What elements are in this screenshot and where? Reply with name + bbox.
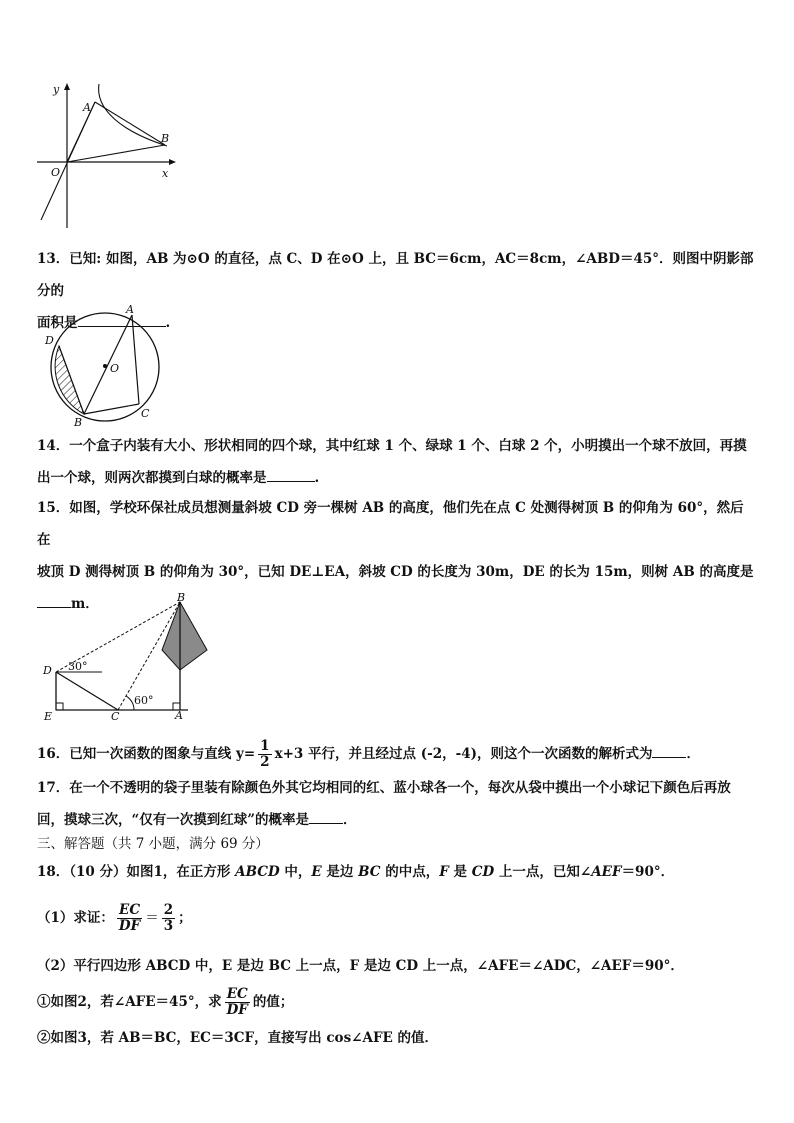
label-d: D	[45, 334, 54, 347]
q18-part1-eq: ＝	[145, 910, 159, 926]
q17-line1: 17．在一个不透明的袋子里装有除颜色外其它均相同的红、蓝小球各一个，每次从袋中摸出一个小球记下颜色后再放	[37, 780, 731, 796]
angle-c-label: 60°	[134, 694, 154, 707]
angle-d-label: 30°	[68, 660, 88, 673]
q18-e: E	[311, 864, 322, 880]
angle-arc-c	[126, 696, 134, 710]
q18-part1-frac-right	[162, 903, 175, 934]
label-c: C	[111, 710, 120, 723]
line-ob	[67, 145, 165, 162]
q16-fraction	[258, 739, 271, 770]
section-3-heading: 三、解答题（共 7 小题，满分 69 分）	[37, 836, 269, 852]
q14-line2	[37, 462, 757, 494]
q18-text: 18．（10 分）如图1，在正方形	[37, 864, 236, 880]
q18-text: 的中点，	[380, 864, 440, 880]
question-16	[37, 737, 757, 771]
right-angle-e	[56, 703, 63, 710]
q18-cd: CD	[471, 864, 495, 880]
q13-prompt: 面积是	[37, 315, 78, 331]
q16-frac-num: 1	[260, 738, 270, 754]
x-axis-arrow	[169, 159, 176, 165]
label-b: B	[177, 592, 186, 604]
label-a: A	[126, 303, 134, 316]
q18-text: ＝90°．	[621, 864, 675, 880]
question-18	[37, 856, 757, 888]
line-through-origin	[41, 102, 95, 220]
q18-abcd: ABCD	[235, 864, 280, 880]
q15-line2: 坡顶 D 测得树顶 B 的仰角为 30°，已知 DE⊥EA，斜坡 CD 的长度为 30m，DE 的长为 15m，则树 AB 的高度是	[37, 564, 754, 580]
q18-part1-label: （1）求证：	[37, 910, 114, 926]
circle-figure	[38, 300, 166, 428]
q18-text: 上一点，已知∠	[494, 864, 592, 880]
q17-prompt: 回，摸球三次，“仅有一次摸到红球”的概率是	[37, 812, 310, 828]
frac-den: DF	[226, 1002, 248, 1018]
q14-line1: 14．一个盒子内装有大小、形状相同的四个球，其中红球 1 个、绿球 1 个、白球 2 个，小明摸出一个球不放回，再摸	[37, 438, 747, 454]
chord-ac	[132, 315, 139, 404]
origin-label: O	[51, 166, 61, 179]
q16-answer-blank	[652, 743, 686, 758]
diameter-ab	[84, 315, 132, 414]
q18-bc: BC	[358, 864, 381, 880]
q18-part2a-text: ①如图2，若∠AFE＝45°，求	[37, 994, 222, 1010]
q18-part2a-end: 的值；	[252, 994, 294, 1010]
q17-end: ．	[343, 812, 357, 828]
point-a-label: A	[83, 101, 91, 114]
graph-figure	[33, 80, 183, 232]
hyperbola-curve	[99, 84, 170, 146]
q18-part2: （2）平行四边形 ABCD 中，E 是边 BC 上一点，F 是边 CD 上一点，∠AFE＝∠ADC，∠AEF＝90°．	[37, 958, 684, 974]
q18-part1-end: ；	[178, 910, 192, 926]
q18-text: 是	[448, 864, 472, 880]
label-o: O	[110, 362, 120, 375]
q18-part1	[37, 898, 757, 938]
frac-num: EC	[117, 903, 142, 919]
tree-crown	[162, 602, 207, 670]
q18-part1-frac-left	[117, 903, 142, 934]
q18-f: F	[439, 864, 449, 880]
label-c: C	[141, 407, 150, 420]
center-point	[103, 364, 107, 368]
q18-part2a-frac	[225, 987, 250, 1018]
q15-unit: m．	[71, 596, 99, 612]
line-ab	[95, 102, 165, 145]
x-label: x	[162, 167, 169, 180]
chord-bc	[84, 404, 139, 414]
point-b-label: B	[161, 132, 170, 145]
frac-den: 3	[163, 918, 174, 934]
q18-aef: AEF	[591, 864, 622, 880]
q18-text: 是边	[321, 864, 359, 880]
q18-part2a	[37, 982, 757, 1022]
label-d: D	[43, 664, 52, 677]
q14-answer-blank	[267, 467, 315, 482]
label-e: E	[44, 710, 53, 723]
y-axis-arrow	[64, 83, 70, 90]
q16-end: ．	[686, 746, 700, 762]
q16-pre: 16．已知一次函数的图象与直线 y=	[37, 746, 256, 762]
frac-den: DF	[118, 918, 141, 934]
q13-line1: 13．已知: 如图，AB 为⊙O 的直径，点 C、D 在⊙O 上，且 BC＝6cm，AC＝8cm，∠ABD＝45°．则图中阴影部分的	[37, 251, 754, 299]
q16-frac-den: 2	[260, 754, 270, 770]
q14-prompt: 出一个球，则两次都摸到白球的概率是	[37, 470, 267, 486]
q14-end: .	[314, 470, 320, 486]
question-14	[37, 430, 757, 494]
label-b: B	[74, 416, 83, 428]
q18-line1	[37, 856, 757, 888]
question-17	[37, 772, 757, 836]
q18-part2b: ②如图3，若 AB＝BC，EC＝3CF，直接写出 cos∠AFE 的值．	[37, 1030, 439, 1046]
frac-num: EC	[225, 987, 250, 1003]
q18-text: 中，	[279, 864, 312, 880]
label-a: A	[175, 709, 183, 722]
q16-post: x+3 平行，并且经过点 (-2，-4)，则这个一次函数的解析式为	[274, 746, 653, 762]
slope-dc	[56, 672, 118, 710]
frac-num: 2	[163, 902, 174, 918]
q15-line1: 15．如图，学校环保社成员想测量斜坡 CD 旁一棵树 AB 的高度，他们先在点 C 处测得树顶 B 的仰角为 60°，然后在	[37, 500, 744, 548]
y-label: y	[53, 83, 60, 96]
q13-end: .	[165, 315, 171, 331]
slope-tree-figure	[38, 592, 216, 724]
q17-answer-blank	[309, 809, 343, 824]
